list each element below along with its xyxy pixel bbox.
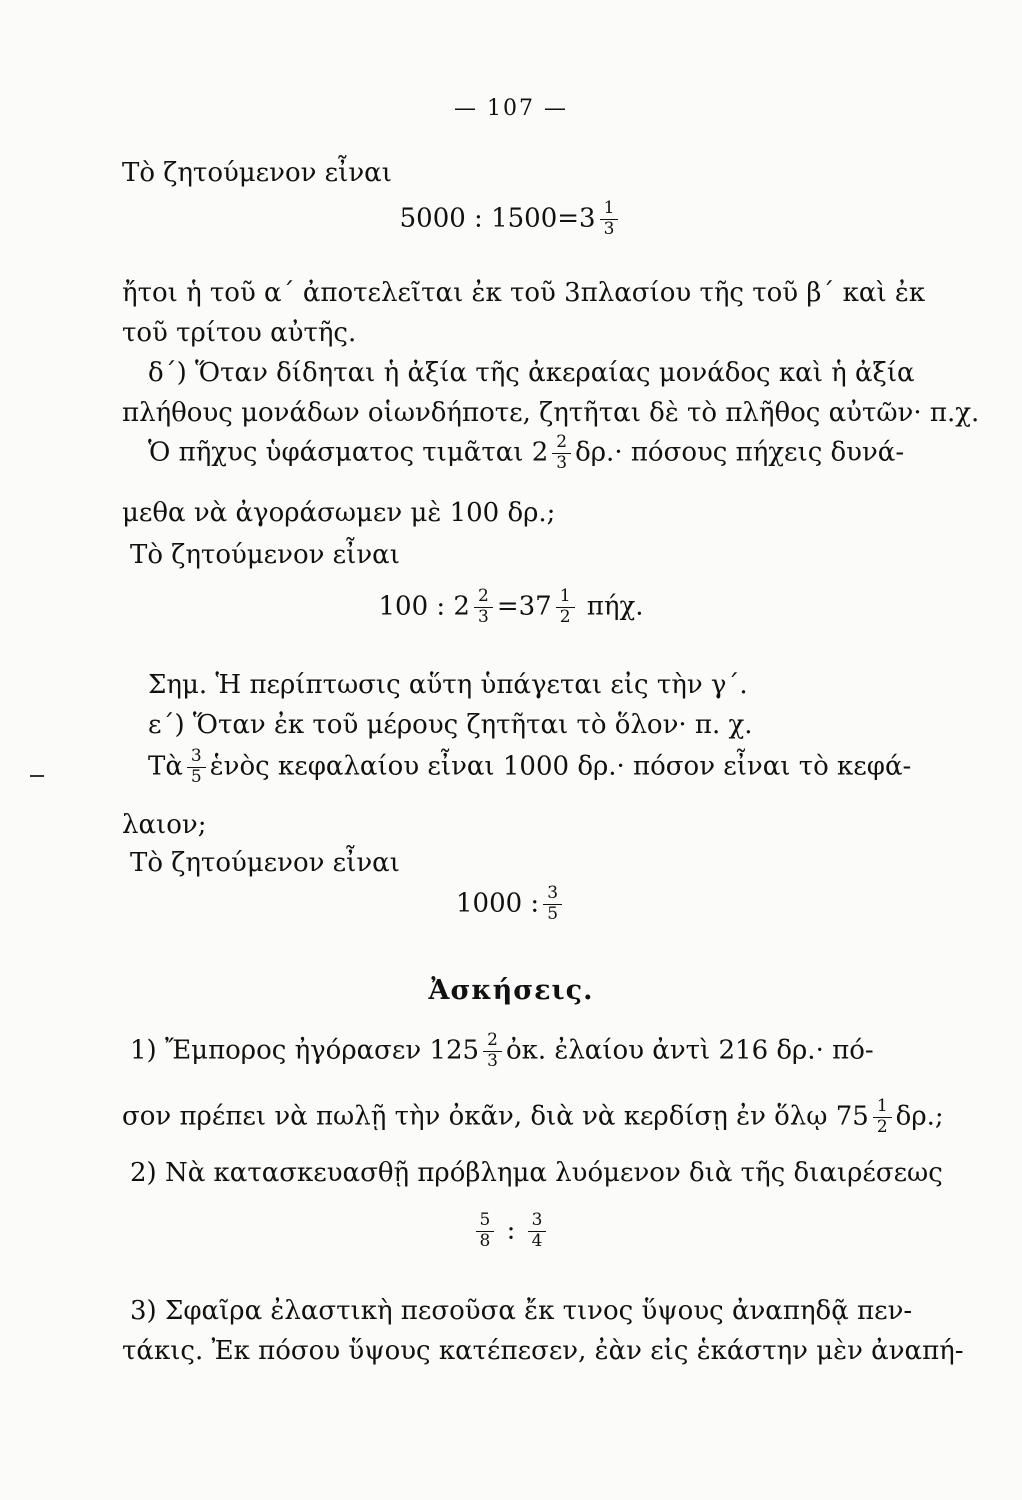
text-line [130,1032,874,1071]
denominator: 5 [547,903,559,924]
page-number: — 107 — [454,96,568,121]
equation-3 [0,885,1022,924]
equation-4 [0,1212,1022,1251]
text-segment: Τὰ [148,751,183,782]
text-segment: δρ.; [895,1101,944,1132]
denominator: 8 [479,1230,491,1251]
numerator: 1 [600,200,619,220]
fraction [474,588,493,627]
fraction [187,748,206,787]
text-line [122,1098,944,1137]
equation-text: 5000 : 1500=3 [399,203,596,234]
denominator: 3 [556,452,568,473]
equation-text: =37 [496,591,552,622]
fraction [483,1032,502,1071]
text-line [148,748,911,787]
text-line: 3) Σφαῖρα ἐλαστικὴ πεσοῦσα ἔκ τινος ὕψους ἀναπηδᾷ πεν- [130,1296,913,1326]
text-segment: ὀκ. ἐλαίου ἀντὶ 216 δρ.· πό- [505,1035,874,1066]
numerator: 3 [543,885,562,905]
equation-text: 1000 : [455,888,540,919]
text-line: τοῦ τρίτου αὐτῆς. [122,318,357,348]
text-segment: ἑνὸς κεφαλαίου εἶναι 1000 δρ.· πόσον εἶναι τὸ κεφά- [209,751,912,782]
operator: : [506,1215,516,1246]
text-segment: σον πρέπει νὰ πωλῇ τὴν ὀκᾶν, διὰ νὰ κερδίσῃ ἐν ὅλῳ 75 [122,1101,869,1132]
equation-text: 100 : 2 [378,591,470,622]
fraction [552,434,571,473]
denominator: 3 [477,606,489,627]
fraction [873,1098,892,1137]
fraction [528,1212,547,1251]
denominator: 2 [876,1116,888,1137]
denominator: 2 [559,606,571,627]
numerator: 3 [187,748,206,768]
equation-2 [0,588,1022,627]
fraction [543,885,562,924]
text-line: Τὸ ζητούμενον εἶναι [130,540,400,570]
numerator: 1 [556,588,575,608]
text-segment: δρ.· πόσους πήχεις δυνά- [575,437,905,468]
section-heading: Ἀσκήσεις. [428,975,594,1006]
text-line: μεθα νὰ ἀγοράσωμεν μὲ 100 δρ.; [122,498,556,528]
denominator: 5 [190,766,202,787]
text-line: Τὸ ζητούμενον εἶναι [122,158,392,188]
fraction [600,200,619,239]
fraction [476,1212,495,1251]
text-segment: 1) Ἔμπορος ἠγόρασεν 125 [130,1035,480,1066]
margin-mark [30,775,44,777]
denominator: 4 [531,1230,543,1251]
text-line: δ΄) Ὅταν δίδηται ἡ ἀξία τῆς ἀκεραίας μονάδος καὶ ἡ ἀξία [148,358,915,388]
numerator: 3 [528,1212,547,1232]
text-line [148,434,904,473]
numerator: 2 [483,1032,502,1052]
text-line: ἤτοι ἡ τοῦ α΄ ἀποτελεῖται ἐκ τοῦ 3πλασίου τῆς τοῦ β΄ καὶ ἐκ [122,278,926,308]
text-line: λαιον; [122,810,207,840]
text-line: ε΄) Ὅταν ἐκ τοῦ μέρους ζητῆται τὸ ὅλον· π. χ. [148,710,753,740]
text-line: πλήθους μονάδων οἱωνδήποτε, ζητῆται δὲ τὸ πλῆθος αὐτῶν· π.χ. [122,398,980,428]
text-line: 2) Νὰ κατασκευασθῇ πρόβλημα λυόμενον διὰ τῆς διαιρέσεως [130,1158,943,1188]
denominator: 3 [487,1050,498,1071]
equation-1 [0,200,1022,239]
numerator: 2 [552,434,571,454]
numerator: 1 [873,1098,892,1118]
equation-text: πήχ. [586,591,644,622]
text-segment: Ὁ πῆχυς ὑφάσματος τιμᾶται 2 [148,437,549,468]
denominator: 3 [603,218,615,239]
text-line: Σημ. Ἡ περίπτωσις αὕτη ὑπάγεται εἰς τὴν γ΄. [148,670,748,700]
text-line: Τὸ ζητούμενον εἶναι [130,848,400,878]
numerator: 2 [474,588,493,608]
fraction [556,588,575,627]
numerator: 5 [476,1212,495,1232]
text-line: τάκις. Ἐκ πόσου ὕψους κατέπεσεν, ἐὰν εἰς ἑκάστην μὲν ἀναπή- [122,1336,964,1366]
